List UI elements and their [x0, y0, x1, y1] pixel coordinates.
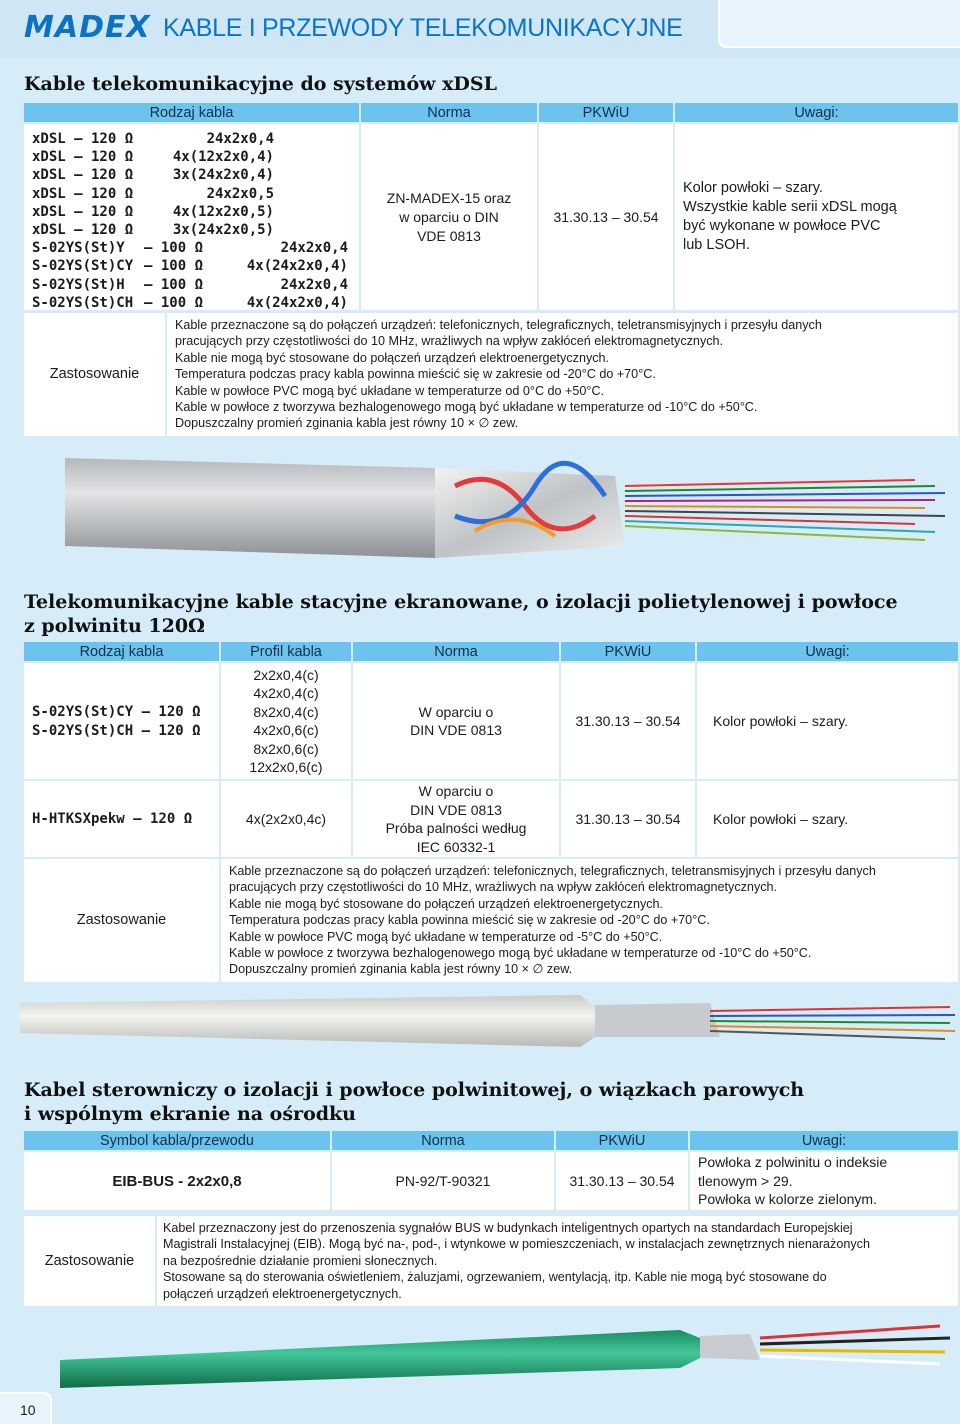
- profile-cell: 4x(2x2x0,4c): [221, 781, 351, 857]
- section-title-xdsl: Kable telekomunikacyjne do systemów xDSL: [24, 73, 497, 95]
- sterowniczy-zastosowanie-table: [22, 1214, 960, 1308]
- profile: 4x2x0,4(c): [253, 685, 319, 701]
- cable-name: xDSL – 120 Ω: [32, 203, 134, 220]
- cable-profile: 4x(12x2x0,4): [172, 149, 274, 166]
- zastosowanie-line: Kable w powłoce PVC mogą być układane w temperaturze od 0°C do +50°C.: [175, 383, 605, 398]
- section-title-sterowniczy: [24, 1078, 804, 1126]
- cable-profile: 4x(12x2x0,5): [172, 203, 274, 220]
- madex-logo: MADEX: [24, 10, 151, 45]
- cable-type-row: [32, 221, 352, 239]
- section-title-line: i wspólnym ekranie na ośrodku: [24, 1103, 356, 1125]
- cable-profile: 24x2x0,4: [280, 240, 348, 257]
- zastosowanie-line: Kable nie mogą być stosowane do połączeń urządzeń elektroenergetycznych.: [229, 896, 664, 911]
- header-pkwiu: PKWiU: [556, 1131, 688, 1150]
- cable-name: xDSL – 120 Ω: [32, 167, 134, 184]
- uwagi-line: być wykonane w powłoce PVC: [683, 218, 881, 234]
- cable-profile: 4x(24x2x0,4): [246, 294, 348, 311]
- zastosowanie-label: Zastosowanie: [24, 859, 219, 982]
- header-rodzaj: Rodzaj kabla: [24, 642, 219, 661]
- eib-bus-cable-image: [60, 1308, 960, 1388]
- cable-name: xDSL – 120 Ω: [32, 149, 134, 166]
- cable-impedance: – 100 Ω: [144, 240, 204, 257]
- header-uwagi: Uwagi:: [697, 642, 958, 661]
- norma-cell: [353, 781, 559, 857]
- cable-type: H-HTKSXpekw – 120 Ω: [32, 811, 193, 827]
- cable-name: S-02YS(St)Y: [32, 240, 125, 257]
- cable-type-list: [32, 130, 352, 312]
- cable-type: S-02YS(St)CY – 120 Ω: [32, 703, 201, 720]
- uwagi-line: lub LSOH.: [683, 237, 750, 253]
- cable-impedance: – 100 Ω: [144, 294, 204, 311]
- section-title-line: z polwinitu 120Ω: [24, 615, 205, 637]
- norma-line: W oparciu o: [418, 703, 494, 720]
- cable-type-row: [32, 239, 352, 257]
- header-norma: Norma: [332, 1131, 554, 1150]
- cable-profile: 24x2x0,5: [206, 185, 274, 202]
- page-number-tab: [0, 1392, 52, 1424]
- cable-profile: 24x2x0,4: [206, 131, 274, 147]
- section-title-stacyjne: [24, 590, 898, 638]
- norma-cell: [361, 124, 537, 310]
- cable-name: xDSL – 120 Ω: [32, 221, 134, 238]
- cable-type-row: [32, 185, 352, 203]
- cable-type-row: [32, 257, 352, 275]
- cable-types-cell: [24, 124, 359, 310]
- sterowniczy-table: [22, 1129, 960, 1212]
- header-profil: Profil kabla: [221, 642, 351, 661]
- zastosowanie-line: Stosowane są do sterowania oświetleniem, żaluzjami, ogrzewaniem, wentylacją, itp. Kable nie mogą być stosowane do: [163, 1270, 827, 1285]
- zastosowanie-line: Temperatura podczas pracy kabla powinna mieścić się w zakresie od -20°C do +70°C.: [175, 367, 656, 382]
- norma-cell: [353, 663, 559, 779]
- page-title: KABLE I PRZEWODY TELEKOMUNIKACYJNE: [163, 14, 683, 42]
- section-title-line: Kabel sterowniczy o izolacji i powłoce polwinitowej, o wiązkach parowych: [24, 1079, 805, 1101]
- cable-name: xDSL – 120 Ω: [32, 185, 134, 202]
- header-rodzaj: Rodzaj kabla: [24, 103, 359, 122]
- cable-type: S-02YS(St)CH – 120 Ω: [32, 722, 201, 739]
- zastosowanie-text: [167, 313, 958, 436]
- zastosowanie-line: Temperatura podczas pracy kabla powinna mieścić się w zakresie od -20°C do +70°C.: [229, 913, 710, 928]
- header-uwagi: Uwagi:: [675, 103, 958, 122]
- zastosowanie-text: [221, 859, 958, 982]
- pkwiu-cell: 31.30.13 – 30.54: [556, 1152, 688, 1210]
- zastosowanie-line: połączeń urządzeń elektroenergetycznych.: [163, 1286, 402, 1301]
- header-tab: [718, 0, 960, 48]
- cable-impedance: – 100 Ω: [144, 258, 204, 275]
- zastosowanie-line: Kable przeznaczone są do połączeń urządzeń: telefonicznych, telegraficznych, teletransmisyjnych i przesyłu danych: [229, 864, 876, 878]
- cable-type-row: [32, 276, 352, 294]
- xdsl-cable-image: [55, 446, 960, 566]
- profile: 2x2x0,4(c): [253, 666, 319, 683]
- header-pkwiu: PKWiU: [561, 642, 695, 661]
- cable-type-row: [32, 130, 352, 148]
- stacyjne-cable-image: [20, 985, 960, 1055]
- cable-profile: 3x(24x2x0,4): [172, 167, 274, 184]
- page-number: 10: [20, 1402, 36, 1418]
- profile: 4x2x0,6(c): [253, 722, 319, 738]
- header-pkwiu: PKWiU: [539, 103, 673, 122]
- uwagi-line: Wszystkie kable serii xDSL mogą: [683, 199, 897, 215]
- pkwiu-cell: 31.30.13 – 30.54: [561, 781, 695, 857]
- cable-name: xDSL – 120 Ω: [32, 131, 134, 147]
- cable-name: S-02YS(St)H: [32, 276, 125, 293]
- header-norma: Norma: [353, 642, 559, 661]
- stacyjne-table: [22, 640, 960, 984]
- uwagi-cell: [690, 1152, 958, 1210]
- cable-type-cell: [24, 781, 219, 857]
- norma-line: w oparciu o DIN: [399, 208, 499, 225]
- uwagi-line: tlenowym > 29.: [698, 1172, 793, 1189]
- zastosowanie-line: Kable w powłoce z tworzywa bezhalogenowego mogą być układane w temperaturze od -10°C do +50°C.: [175, 400, 758, 415]
- cable-profile: 24x2x0,4: [280, 276, 348, 293]
- pkwiu-cell: 31.30.13 – 30.54: [561, 663, 695, 779]
- profile: 8x2x0,6(c): [253, 740, 319, 757]
- cable-profile: 4x(24x2x0,4): [246, 258, 348, 275]
- zastosowanie-label: Zastosowanie: [24, 1216, 155, 1306]
- norma-line: DIN VDE 0813: [410, 722, 502, 738]
- symbol-cell: EIB-BUS - 2x2x0,8: [24, 1152, 330, 1210]
- zastosowanie-line: Magistrali Instalacyjnej (EIB). Mogą być na-, pod-, i wtynkowe w pomieszczeniach, w instalacjach zewnętrznych nienarażonych: [163, 1237, 870, 1252]
- cable-impedance: – 100 Ω: [144, 276, 204, 293]
- zastosowanie-line: Dopuszczalny promień zginania kabla jest równy 10 × ∅ zew.: [175, 416, 519, 431]
- section-title-line: Telekomunikacyjne kable stacyjne ekranowane, o izolacji polietylenowej i powłoce: [24, 591, 898, 613]
- zastosowanie-line: Dopuszczalny promień zginania kabla jest równy 10 × ∅ zew.: [229, 962, 573, 977]
- cable-type-row: [32, 148, 352, 166]
- uwagi-cell: Kolor powłoki – szary.: [697, 781, 958, 857]
- zastosowanie-line: Kabel przeznaczony jest do przenoszenia sygnałów BUS w budynkach inteligentnych opartych na standardach Europejskiej: [163, 1221, 853, 1235]
- header-symbol: Symbol kabla/przewodu: [24, 1131, 330, 1150]
- norma-line: VDE 0813: [417, 227, 481, 244]
- norma-line: IEC 60332-1: [416, 838, 496, 855]
- cable-type-row: [32, 166, 352, 184]
- zastosowanie-label: Zastosowanie: [24, 313, 165, 436]
- zastosowanie-line: Kable w powłoce PVC mogą być układane w temperaturze od -5°C do +50°C.: [229, 929, 663, 944]
- norma-line: DIN VDE 0813: [410, 801, 502, 818]
- norma-line: ZN-MADEX-15 oraz: [386, 189, 512, 206]
- zastosowanie-line: Kable nie mogą być stosowane do połączeń urządzeń elektroenergetycznych.: [175, 350, 610, 365]
- norma-cell: PN-92/T-90321: [332, 1152, 554, 1210]
- zastosowanie-line: na bezpośrednie działanie promieni słonecznych.: [163, 1253, 438, 1268]
- profile-cell: [221, 663, 351, 779]
- zastosowanie-line: Kable w powłoce z tworzywa bezhalogenowego mogą być układane w temperaturze od -10°C do +50°C.: [229, 946, 812, 961]
- uwagi-cell: [675, 124, 958, 310]
- profile: 8x2x0,4(c): [253, 703, 319, 720]
- cable-type-row: [32, 294, 352, 312]
- zastosowanie-line: Kable przeznaczone są do połączeń urządzeń: telefonicznych, telegraficznych, teletransmisyjnych i przesyłu danych: [175, 318, 822, 332]
- cable-name: S-02YS(St)CY: [32, 258, 134, 275]
- cable-type-row: [32, 203, 352, 221]
- norma-line: Próba palności według: [385, 820, 527, 836]
- pkwiu-cell: 31.30.13 – 30.54: [539, 124, 673, 310]
- uwagi-line: Kolor powłoki – szary.: [683, 180, 823, 196]
- zastosowanie-line: pracujących przy częstotliwości do 10 MHz, wrażliwych na wpływ zakłóceń elektromagnetycznych.: [229, 880, 778, 895]
- cable-type-cell: [24, 663, 219, 779]
- uwagi-line: Powłoka w kolorze zielonym.: [698, 1191, 877, 1208]
- uwagi-line: Powłoka z polwinitu o indeksie: [698, 1154, 888, 1171]
- header-uwagi: Uwagi:: [690, 1131, 958, 1150]
- zastosowanie-line: pracujących przy częstotliwości do 10 MHz, wrażliwych na wpływ zakłóceń elektromagnetycznych.: [175, 334, 724, 349]
- cable-profile: 3x(24x2x0,5): [172, 221, 274, 238]
- cable-name: S-02YS(St)CH: [32, 294, 134, 311]
- xdsl-zastosowanie-table: [22, 311, 960, 438]
- profile: 12x2x0,6(c): [249, 759, 323, 775]
- xdsl-table: [22, 101, 960, 312]
- zastosowanie-text: [157, 1216, 958, 1306]
- uwagi-cell: Kolor powłoki – szary.: [697, 663, 958, 779]
- header-norma: Norma: [361, 103, 537, 122]
- norma-line: W oparciu o: [418, 783, 494, 799]
